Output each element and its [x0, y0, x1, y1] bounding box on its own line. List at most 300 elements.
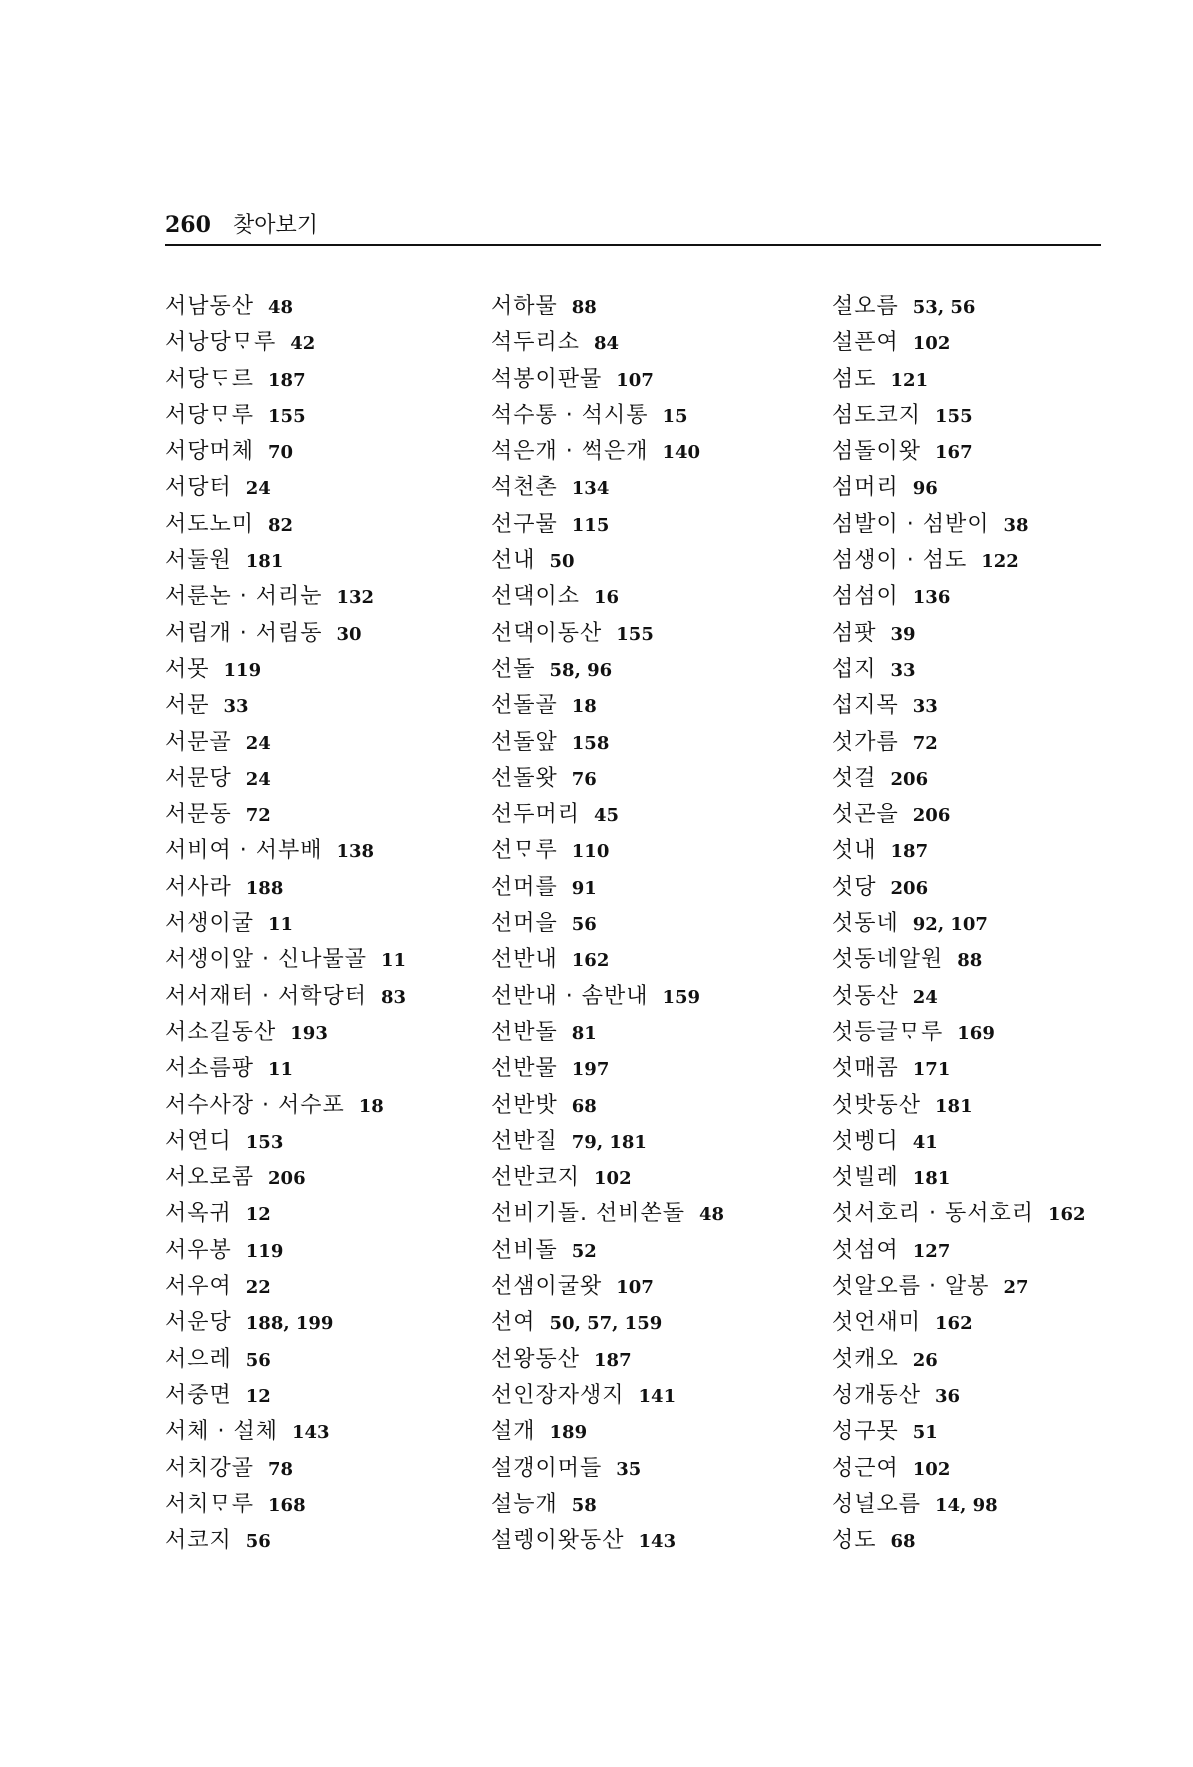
- index-term: 선돌: [491, 656, 536, 682]
- index-entry: [165, 469, 406, 505]
- index-entry: [165, 1123, 406, 1159]
- index-term: 설개: [491, 1419, 536, 1445]
- index-entry: [491, 1195, 724, 1231]
- index-term: 선반내 · 솜반내: [491, 983, 649, 1009]
- index-term: 서남동산: [165, 294, 255, 319]
- index-entry: [165, 1195, 406, 1231]
- index-entry: [165, 324, 406, 360]
- index-page-numbers: 84: [594, 333, 620, 355]
- index-entry: [491, 578, 724, 614]
- index-term: 선내: [491, 548, 536, 574]
- index-term: 서문골: [165, 729, 232, 755]
- index-page-numbers: 162: [571, 950, 610, 972]
- index-term: 서서재터 · 서학당터: [165, 983, 367, 1009]
- index-page-numbers: 68: [890, 1531, 916, 1553]
- index-term: 선돌왓: [491, 765, 558, 791]
- index-term: 서치ᄆᆞ루: [165, 1491, 255, 1517]
- index-term: 서오로콤: [165, 1165, 255, 1191]
- index-entry: [165, 1087, 406, 1123]
- index-page-numbers: 78: [268, 1458, 294, 1480]
- index-term: 서체 · 설체: [165, 1419, 278, 1445]
- index-page-numbers: 132: [336, 587, 375, 609]
- index-entry: [165, 542, 406, 578]
- index-entry: [491, 1232, 724, 1268]
- index-page-numbers: 158: [571, 732, 610, 754]
- index-entry: [165, 615, 406, 651]
- index-page-numbers: 88: [957, 950, 983, 972]
- index-entry: [832, 687, 1086, 723]
- index-entry: [165, 941, 406, 977]
- page-header: [165, 208, 318, 239]
- index-entry: [491, 869, 724, 905]
- index-entry: [165, 724, 406, 760]
- index-term: 서낭당ᄆᆞ루: [165, 330, 277, 356]
- index-entry: [165, 1268, 406, 1304]
- index-page-numbers: 155: [268, 405, 306, 427]
- index-term: 선인장자생지: [491, 1382, 625, 1408]
- index-term: 섯매콤: [832, 1056, 899, 1082]
- index-term: 서룬논 · 서리눈: [165, 584, 323, 610]
- index-term: 섬도: [832, 366, 877, 392]
- index-term: 서당머체: [165, 439, 255, 465]
- index-page-numbers: 30: [336, 623, 362, 645]
- index-term: 선비돌: [491, 1237, 558, 1263]
- index-term: 서옥귀: [165, 1201, 232, 1227]
- running-title: 찾아보기: [232, 213, 318, 238]
- index-term: 설갱이머들: [491, 1455, 603, 1481]
- index-entry: [165, 1232, 406, 1268]
- index-entry: [832, 433, 1086, 469]
- index-entry: [832, 1377, 1086, 1413]
- index-entry: [165, 1413, 406, 1449]
- index-page-numbers: 51: [912, 1422, 938, 1444]
- index-term: 성근여: [832, 1455, 899, 1481]
- index-entry: [491, 1050, 724, 1086]
- index-page-numbers: 187: [268, 369, 306, 391]
- index-entry: [832, 1159, 1086, 1195]
- index-term: 선돌앞: [491, 729, 558, 755]
- index-entry: [491, 615, 724, 651]
- index-page-numbers: 15: [662, 405, 688, 427]
- index-term: 섯알오름 · 알봉: [832, 1274, 990, 1300]
- index-term: 서문: [165, 693, 210, 719]
- index-term: 섬돌이왓: [832, 439, 922, 465]
- index-entry: [165, 760, 406, 796]
- index-term: 선여: [491, 1310, 536, 1336]
- index-page-numbers: 33: [223, 696, 249, 718]
- index-entry: [491, 1522, 724, 1558]
- index-page-numbers: 33: [890, 659, 916, 681]
- index-entry: [491, 542, 724, 578]
- index-term: 성개동산: [832, 1382, 922, 1408]
- index-entry: [832, 1123, 1086, 1159]
- index-entry: [491, 361, 724, 397]
- index-page-numbers: 91: [571, 877, 597, 899]
- index-entry: [165, 1522, 406, 1558]
- index-page-numbers: 206: [912, 805, 951, 827]
- index-column-2: [491, 288, 724, 1558]
- index-entry: [832, 905, 1086, 941]
- index-page-numbers: 193: [290, 1022, 328, 1044]
- index-term: 서생이앞 · 신나물골: [165, 947, 367, 973]
- index-page-numbers: 136: [912, 587, 951, 609]
- index-page-numbers: 56: [571, 914, 597, 936]
- index-term: 서문동: [165, 802, 232, 828]
- index-entry: [165, 506, 406, 542]
- index-entry: [832, 1087, 1086, 1123]
- index-page-numbers: 56: [245, 1531, 271, 1553]
- index-entry: [832, 615, 1086, 651]
- index-term: 서둘원: [165, 548, 232, 574]
- index-page-numbers: 83: [381, 986, 407, 1008]
- index-entry: [165, 361, 406, 397]
- index-page-numbers: 68: [571, 1095, 597, 1117]
- index-page-numbers: 22: [245, 1277, 271, 1299]
- index-term: 섯당: [832, 874, 877, 900]
- index-entry: [832, 1341, 1086, 1377]
- index-entry: [832, 760, 1086, 796]
- index-entry: [165, 433, 406, 469]
- index-page-numbers: 72: [912, 732, 938, 754]
- index-page-numbers: 102: [912, 1458, 951, 1480]
- index-entry: [832, 796, 1086, 832]
- index-page-numbers: 11: [268, 1059, 294, 1081]
- index-term: 성구못: [832, 1419, 899, 1445]
- index-page-numbers: 12: [245, 1385, 271, 1407]
- index-page-numbers: 155: [935, 405, 973, 427]
- index-term: 선댁이소: [491, 584, 581, 610]
- index-page-numbers: 79, 181: [571, 1131, 647, 1153]
- index-entry: [832, 1413, 1086, 1449]
- index-term: 성도: [832, 1528, 877, 1554]
- index-term: 성널오름: [832, 1491, 922, 1517]
- index-page-numbers: 18: [358, 1095, 384, 1117]
- index-entry: [491, 978, 724, 1014]
- index-entry: [165, 687, 406, 723]
- index-term: 섬발이 · 섬받이: [832, 511, 990, 537]
- index-entry: [832, 361, 1086, 397]
- index-term: 선왕동산: [491, 1346, 581, 1372]
- index-term: 섯걸: [832, 765, 877, 791]
- index-entry: [165, 832, 406, 868]
- index-term: 선머을: [491, 911, 558, 937]
- index-term: 섭지: [832, 656, 877, 682]
- index-entry: [491, 1304, 724, 1340]
- index-entry: [832, 941, 1086, 977]
- index-entry: [165, 1304, 406, 1340]
- index-entry: [165, 869, 406, 905]
- index-entry: [491, 796, 724, 832]
- index-term: 섯빌레: [832, 1165, 899, 1191]
- index-page-numbers: 115: [571, 514, 610, 536]
- index-term: 설픈여: [832, 330, 899, 356]
- index-entry: [491, 1159, 724, 1195]
- index-entry: [832, 1195, 1086, 1231]
- index-entry: [165, 1486, 406, 1522]
- index-entry: [491, 651, 724, 687]
- index-term: 선반물: [491, 1056, 558, 1082]
- index-entry: [832, 1486, 1086, 1522]
- index-term: 서당ᄆᆞ루: [165, 402, 255, 428]
- index-page-numbers: 33: [912, 696, 938, 718]
- index-page-numbers: 206: [890, 768, 929, 790]
- index-page-numbers: 143: [292, 1422, 330, 1444]
- index-term: 선반코지: [491, 1165, 581, 1191]
- index-entry: [165, 288, 406, 324]
- index-term: 서운당: [165, 1310, 232, 1336]
- index-page-numbers: 140: [662, 442, 701, 464]
- index-entry: [491, 433, 724, 469]
- index-term: 선반내: [491, 947, 558, 973]
- index-term: 선돌골: [491, 693, 558, 719]
- index-entry: [491, 941, 724, 977]
- index-term: 섬도코지: [832, 402, 922, 428]
- index-term: 서도노미: [165, 511, 255, 537]
- index-page-numbers: 96: [912, 478, 938, 500]
- index-page-numbers: 53, 56: [912, 297, 976, 318]
- index-page-numbers: 24: [912, 986, 938, 1008]
- index-entry: [832, 832, 1086, 868]
- index-term: 섯밧동산: [832, 1092, 922, 1118]
- index-term: 섯언새미: [832, 1310, 922, 1336]
- index-entry: [832, 288, 1086, 324]
- index-column-1: [165, 288, 406, 1558]
- index-page-numbers: 159: [662, 986, 701, 1008]
- index-page-numbers: 26: [912, 1349, 938, 1371]
- index-page-numbers: 58: [571, 1494, 597, 1516]
- index-term: 설능개: [491, 1491, 558, 1517]
- index-page-numbers: 110: [571, 841, 610, 863]
- index-term: 선비기돌. 선비쏜돌: [491, 1201, 686, 1227]
- index-entry: [832, 578, 1086, 614]
- index-page-numbers: 162: [935, 1313, 973, 1335]
- index-entry: [832, 1450, 1086, 1486]
- index-entry: [491, 1450, 724, 1486]
- index-page-numbers: 188, 199: [245, 1313, 334, 1335]
- index-term: 선구물: [491, 511, 558, 537]
- index-page-numbers: 102: [912, 333, 951, 355]
- index-term: 서비여 · 서부배: [165, 838, 323, 864]
- index-term: 선반밧: [491, 1092, 558, 1118]
- index-term: 섬섬이: [832, 584, 899, 610]
- index-page-numbers: 81: [571, 1022, 597, 1044]
- index-page-numbers: 167: [935, 442, 973, 464]
- index-term: 서중면: [165, 1382, 232, 1408]
- index-page-numbers: 169: [957, 1022, 995, 1044]
- index-term: 선ᄆᆞ루: [491, 838, 558, 864]
- index-page-numbers: 82: [268, 514, 294, 536]
- index-entry: [491, 1268, 724, 1304]
- index-term: 서문당: [165, 765, 232, 791]
- index-page-numbers: 11: [381, 950, 407, 972]
- index-entry: [832, 724, 1086, 760]
- index-entry: [491, 1377, 724, 1413]
- index-term: 서연디: [165, 1128, 232, 1154]
- index-term: 서소길동산: [165, 1019, 277, 1045]
- index-term: 선반질: [491, 1128, 558, 1154]
- index-term: 서하물: [491, 294, 558, 319]
- index-page-numbers: 143: [638, 1531, 677, 1553]
- index-page-numbers: 121: [890, 369, 929, 391]
- index-entry: [491, 469, 724, 505]
- index-page-numbers: 14, 98: [935, 1494, 998, 1516]
- index-entry: [832, 978, 1086, 1014]
- index-page-numbers: 39: [890, 623, 916, 645]
- index-entry: [165, 1050, 406, 1086]
- index-term: 서사라: [165, 874, 232, 900]
- index-term: 섯등글ᄆᆞ루: [832, 1019, 944, 1045]
- index-entry: [165, 1014, 406, 1050]
- index-page-numbers: 92, 107: [912, 914, 988, 936]
- index-page-numbers: 88: [571, 297, 597, 318]
- index-entry: [491, 506, 724, 542]
- index-entry: [165, 578, 406, 614]
- header-rule: [165, 244, 1101, 246]
- index-term: 섯벵디: [832, 1128, 899, 1154]
- index-term: 서림개 · 서림동: [165, 620, 323, 646]
- index-page-numbers: 206: [890, 877, 929, 899]
- index-page-numbers: 107: [616, 369, 654, 391]
- page-number: 260: [165, 212, 211, 238]
- index-page-numbers: 153: [245, 1131, 284, 1153]
- index-page-numbers: 127: [912, 1240, 951, 1262]
- index-page-numbers: 102: [594, 1168, 632, 1190]
- index-entry: [165, 1450, 406, 1486]
- index-page-numbers: 70: [268, 442, 294, 464]
- index-page-numbers: 45: [594, 805, 620, 827]
- index-entry: [832, 1050, 1086, 1086]
- index-page-numbers: 58, 96: [549, 659, 613, 681]
- index-term: 섯내: [832, 838, 877, 864]
- index-page-numbers: 134: [571, 478, 610, 500]
- index-page-numbers: 122: [981, 551, 1019, 573]
- index-entry: [165, 796, 406, 832]
- index-term: 서수사장 · 서수포: [165, 1092, 345, 1118]
- index-term: 섬생이 · 섬도: [832, 548, 968, 574]
- index-page-numbers: 168: [268, 1494, 306, 1516]
- index-page-numbers: 56: [245, 1349, 271, 1371]
- index-column-3: [832, 288, 1086, 1558]
- index-page-numbers: 119: [245, 1240, 284, 1262]
- index-page-numbers: 181: [245, 551, 284, 573]
- index-term: 선두머리: [491, 802, 581, 828]
- index-page-numbers: 48: [268, 297, 294, 318]
- index-term: 섯서호리 · 동서호리: [832, 1201, 1034, 1227]
- index-entry: [832, 1232, 1086, 1268]
- index-page-numbers: 18: [571, 696, 597, 718]
- index-term: 선댁이동산: [491, 620, 603, 646]
- index-page-numbers: 181: [935, 1095, 973, 1117]
- index-page-numbers: 36: [935, 1385, 961, 1407]
- index-entry: [832, 506, 1086, 542]
- index-entry: [165, 1341, 406, 1377]
- index-entry: [832, 1522, 1086, 1558]
- index-page-numbers: 162: [1048, 1204, 1086, 1226]
- index-page-numbers: 24: [245, 478, 271, 500]
- index-entry: [165, 905, 406, 941]
- index-entry: [165, 1159, 406, 1195]
- index-entry: [491, 1123, 724, 1159]
- index-entry: [832, 869, 1086, 905]
- index-term: 섬팟: [832, 620, 877, 646]
- index-page-numbers: 187: [890, 841, 929, 863]
- index-term: 섯곤을: [832, 802, 899, 828]
- index-page-numbers: 50: [549, 551, 575, 573]
- index-page-numbers: 138: [336, 841, 375, 863]
- index-term: 석봉이판물: [491, 366, 603, 392]
- index-term: 서못: [165, 656, 210, 682]
- index-entry: [165, 651, 406, 687]
- index-term: 선머를: [491, 874, 558, 900]
- index-entry: [491, 397, 724, 433]
- index-term: 서코지: [165, 1528, 232, 1554]
- index-page-numbers: 38: [1003, 514, 1029, 536]
- index-entry: [491, 905, 724, 941]
- index-term: 서당ᄃᆞ르: [165, 366, 255, 392]
- index-term: 서치강골: [165, 1455, 255, 1481]
- index-page-numbers: 24: [245, 768, 271, 790]
- index-entry: [832, 1014, 1086, 1050]
- index-term: 석은개 · 썩은개: [491, 439, 649, 465]
- index-entry: [165, 1377, 406, 1413]
- index-entry: [832, 542, 1086, 578]
- index-term: 서우여: [165, 1274, 232, 1300]
- index-page-numbers: 16: [594, 587, 620, 609]
- index-term: 서당터: [165, 475, 232, 501]
- index-entry: [491, 832, 724, 868]
- index-entry: [832, 1304, 1086, 1340]
- index-term: 선반돌: [491, 1019, 558, 1045]
- index-entry: [491, 724, 724, 760]
- index-page-numbers: 72: [245, 805, 271, 827]
- index-entry: [832, 469, 1086, 505]
- index-term: 섯동산: [832, 983, 899, 1009]
- index-page-numbers: 206: [268, 1168, 306, 1190]
- index-entry: [491, 1341, 724, 1377]
- index-term: 석수통 · 석시통: [491, 402, 649, 428]
- index-term: 섯동네알원: [832, 947, 944, 973]
- index-page-numbers: 141: [638, 1385, 677, 1407]
- index-page-numbers: 11: [268, 914, 294, 936]
- index-term: 석천촌: [491, 475, 558, 501]
- index-entry: [491, 324, 724, 360]
- index-term: 섯캐오: [832, 1346, 899, 1372]
- index-page-numbers: 24: [245, 732, 271, 754]
- index-page-numbers: 50, 57, 159: [549, 1313, 663, 1335]
- index-page-numbers: 189: [549, 1422, 588, 1444]
- index-page-numbers: 188: [245, 877, 284, 899]
- index-term: 설오름: [832, 294, 899, 319]
- index-term: 섯섬여: [832, 1237, 899, 1263]
- index-page-numbers: 48: [699, 1204, 725, 1226]
- index-term: 선샘이굴왓: [491, 1274, 603, 1300]
- index-page-numbers: 52: [571, 1240, 597, 1262]
- index-page-numbers: 35: [616, 1458, 642, 1480]
- index-term: 섭지목: [832, 693, 899, 719]
- index-page-numbers: 42: [290, 333, 316, 355]
- index-page-numbers: 181: [912, 1168, 951, 1190]
- index-entry: [165, 397, 406, 433]
- index-entry: [491, 760, 724, 796]
- index-term: 서소름팡: [165, 1056, 255, 1082]
- index-entry: [491, 1014, 724, 1050]
- index-page-numbers: 187: [594, 1349, 632, 1371]
- index-entry: [491, 288, 724, 324]
- index-entry: [491, 1413, 724, 1449]
- index-term: 섯동네: [832, 911, 899, 937]
- index-entry: [165, 978, 406, 1014]
- index-page-numbers: 197: [571, 1059, 610, 1081]
